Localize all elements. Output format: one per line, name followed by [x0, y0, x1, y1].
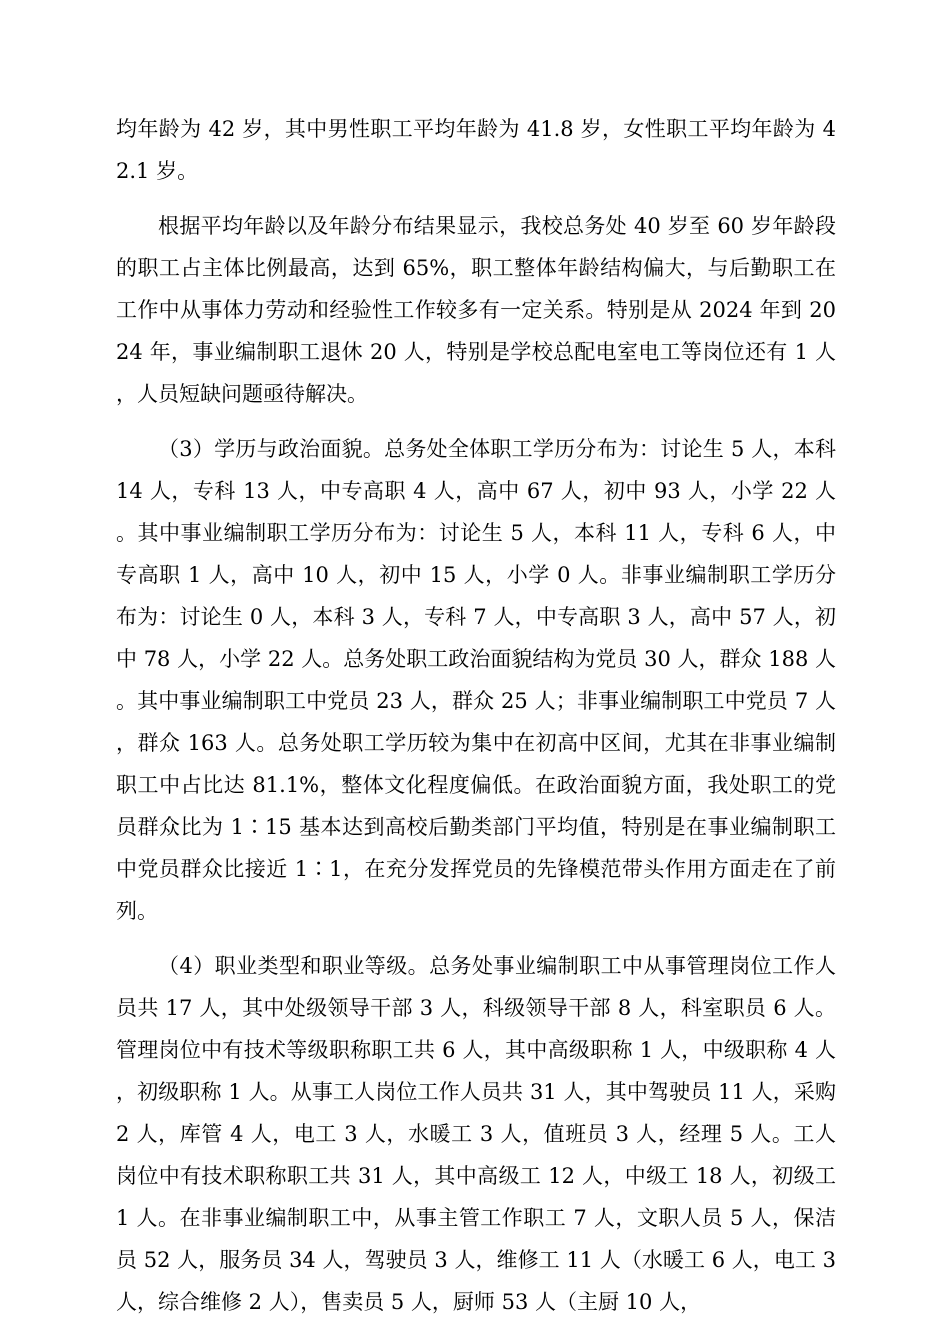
paragraph-job-type-level: （4）职业类型和职业等级。总务处事业编制职工中从事管理岗位工作人员共 17 人，其中处级领导干部 3 人，科级领导干部 8 人，科室职员 6 人。管理岗位中有技术等级职称职工共 6 人，其中高级职称 1 人，中级职称 4 人，初级职称 1 人。从事工人岗位工作人员共 31 人，其中驾驶员 11 人，采购 2 人，库管 4 人，电工 3 人，水暖工 3 人，值班员 3 人，经理 5 人。工人岗位中有技术职称职工共 31 人，其中高级工 12 人，中级工 18 人，初级工 1 人。在非事业编制职工中，从事主管工作职工 7 人，文职人员 5 人，保洁员 52 人，服务员 34 人，驾驶员 3 人，维修工 11 人（水暖工 6 人，电工 3 人，综合维修 2 人），售卖员 5 人，厨师 53 人（主厨 10 人， — [116, 954, 836, 1314]
document-body — [116, 108, 836, 1323]
paragraph-education-political-status: （3）学历与政治面貌。总务处全体职工学历分布为：讨论生 5 人，本科 14 人，专科 13 人，中专高职 4 人，高中 67 人，初中 93 人，小学 22 人。其中事业编制职工学历分布为：讨论生 5 人，本科 11 人，专科 6 人，中专高职 1 人，高中 10 人，初中 15 人，小学 0 人。非事业编制职工学历分布为：讨论生 0 人，本科 3 人，专科 7 人，中专高职 3 人，高中 57 人，初中 78 人，小学 22 人。总务处职工政治面貌结构为党员 30 人，群众 188 人。其中事业编制职工中党员 23 人，群众 25 人；非事业编制职工中党员 7 人，群众 163 人。总务处职工学历较为集中在初高中区间，尤其在非事业编制职工中占比达 81.1%，整体文化程度偏低。在政治面貌方面，我处职工的党员群众比为 1∶15 基本达到高校后勤类部门平均值，特别是在事业编制职工中党员群众比接近 1∶1，在充分发挥党员的先锋模范带头作用方面走在了前列。 — [116, 437, 836, 923]
paragraph-average-age: 均年龄为 42 岁，其中男性职工平均年龄为 41.8 岁，女性职工平均年龄为 42.1 岁。 — [116, 117, 836, 183]
paragraph-age-distribution: 根据平均年龄以及年龄分布结果显示，我校总务处 40 岁至 60 岁年龄段的职工占主体比例最高，达到 65%，职工整体年龄结构偏大，与后勤职工在工作中从事体力劳动和经验性工作较多有一定关系。特别是从 2024 年到 2024 年，事业编制职工退休 20 人，特别是学校总配电室电工等岗位还有 1 人，人员短缺问题亟待解决。 — [116, 214, 836, 406]
